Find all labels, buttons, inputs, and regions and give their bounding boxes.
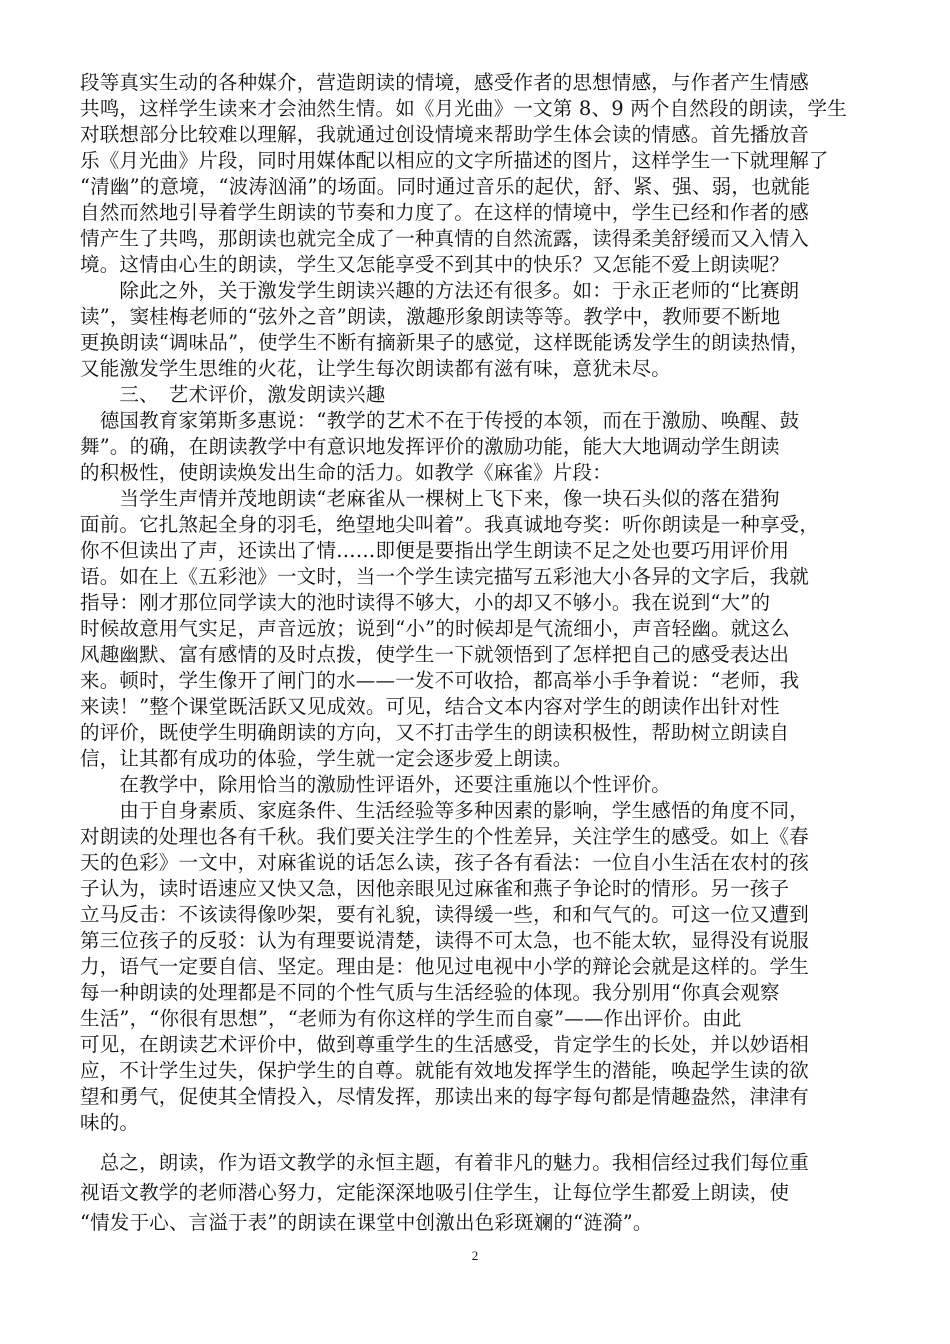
text-line: 对联想部分比较难以理解，我就通过创设情境来帮助学生体会读的情感。首先播放音 <box>80 123 809 146</box>
text-line: 境。这情由心生的朗读，学生又怎能享受不到其中的快乐？又怎能不爱上朗读呢？ <box>80 253 790 276</box>
text-line: 更换朗读“调味品”，使学生不断有摘新果子的感觉，这样既能诱发学生的朗读热情， <box>80 331 810 354</box>
text-line: 自然而然地引导着学生朗读的节奏和力度了。在这样的情境中，学生已经和作者的感 <box>80 201 809 224</box>
text-line: “情发于心、言溢于表”的朗读在课堂中创激出色彩斑斓的“涟漪”。 <box>80 1211 653 1234</box>
text-line: 的评价，既使学生明确朗读的方向，又不打击学生的朗读积极性，帮助树立朗读自 <box>80 721 790 744</box>
text-line: 面前。它扎煞起全身的羽毛，绝望地尖叫着”。我真诚地夸奖：听你朗读是一种享受， <box>80 513 820 536</box>
text-line: 视语文教学的老师潜心努力，定能深深地吸引住学生，让每位学生都爱上朗读，使 <box>80 1181 790 1204</box>
text-line: 段等真实生动的各种媒介，营造朗读的情境，感受作者的思想情感，与作者产生情感 <box>80 71 809 94</box>
text-line: 力，语气一定要自信、坚定。理由是：他见过电视中小学的辩论会就是这样的。学生 <box>80 955 809 978</box>
text-line: 在教学中，除用恰当的激励性评语外，还要注重施以个性评价。 <box>80 773 672 796</box>
text-line: 乐《月光曲》片段，同时用媒体配以相应的文字所描述的图片，这样学生一下就理解了 <box>80 149 829 172</box>
text-line: 指导：刚才那位同学读大的池时读得不够大，小的却又不够小。我在说到“大”的 <box>80 591 771 614</box>
text-line: 风趣幽默、富有感情的及时点拨，使学生一下就领悟到了怎样把自己的感受表达出 <box>80 643 790 666</box>
text-line: 可见，在朗读艺术评价中，做到尊重学生的生活感受，肯定学生的长处，并以妙语相 <box>80 1033 809 1056</box>
text-line: 每一种朗读的处理都是不同的个性气质与生活经验的体现。我分别用“你真会观察 <box>80 981 780 1004</box>
text-line: 又能激发学生思维的火花，让学生每次朗读都有滋有味，意犹未尽。 <box>80 357 672 380</box>
text-line: 信，让其都有成功的体验，学生就一定会逐步爱上朗读。 <box>80 747 573 770</box>
text-line: 天的色彩》一文中，对麻雀说的话怎么读，孩子各有看法：一位自小生活在农村的孩 <box>80 851 809 874</box>
section-heading: 三、 艺术评价，激发朗读兴趣 <box>80 383 386 406</box>
text-line: 由于自身素质、家庭条件、生活经验等多种因素的影响，学生感悟的角度不同， <box>80 799 809 822</box>
text-line: 子认为，读时语速应又快又急，因他亲眼见过麻雀和燕子争论时的情形。另一孩子 <box>80 877 790 900</box>
text-line: 舞”。的确，在朗读教学中有意识地发挥评价的激励功能，能大大地调动学生朗读 <box>80 435 780 458</box>
text-line: 语。如在上《五彩池》一文时，当一个学生读完描写五彩池大小各异的文字后，我就 <box>80 565 809 588</box>
text-line: 味的。 <box>80 1111 140 1134</box>
text-line: “清幽”的意境，“波涛汹涌”的场面。同时通过音乐的起伏，舒、紧、强、弱，也就能 <box>80 175 811 198</box>
text-line: 当学生声情并茂地朗读“老麻雀从一棵树上飞下来，像一块石头似的落在猎狗 <box>80 487 780 510</box>
text-line: 生活”，“你很有思想”，“老师为有你这样的学生而自豪”——作出评价。由此 <box>80 1007 742 1030</box>
text-line: 读”，窦桂梅老师的“弦外之音”朗读，激趣形象朗读等等。教学中，教师要不断地 <box>80 305 781 328</box>
text-line: 应，不计学生过失，保护学生的自尊。就能有效地发挥学生的潜能，唤起学生读的欲 <box>80 1059 809 1082</box>
text-line: 第三位孩子的反驳：认为有理要说清楚，读得不可太急，也不能太软，显得没有说服 <box>80 929 809 952</box>
text-line: 除此之外，关于激发学生朗读兴趣的方法还有很多。如：于永正老师的“比赛朗 <box>80 279 800 302</box>
text-line: 你不但读出了声，还读出了情……即便是要指出学生朗读不足之处也要巧用评价用 <box>80 539 790 562</box>
text-line: 立马反击：不该读得像吵架，要有礼貌，读得缓一些，和和气气的。可这一位又遭到 <box>80 903 809 926</box>
text-line: 的积极性，使朗读焕发出生命的活力。如教学《麻雀》片段： <box>80 461 612 484</box>
page-number: 2 <box>471 1248 479 1263</box>
text-line: 来读！”整个课堂既活跃又见成效。可见，结合文本内容对学生的朗读作出针对性 <box>80 695 780 718</box>
text-line: 共鸣，这样学生读来才会油然生情。如《月光曲》一文第 8、9 两个自然段的朗读，学生 <box>80 97 847 120</box>
text-line: 对朗读的处理也各有千秋。我们要关注学生的个性差异，关注学生的感受。如上《春 <box>80 825 809 848</box>
text-line: 望和勇气，促使其全情投入，尽情发挥，那读出来的每字每句都是情趣盎然，津津有 <box>80 1085 809 1108</box>
text-line: 德国教育家第斯多惠说：“教学的艺术不在于传授的本领，而在于激励、唤醒、鼓 <box>80 409 800 432</box>
text-line: 来。顿时，学生像开了闸门的水——一发不可收拾，都高举小手争着说：“老师，我 <box>80 669 800 692</box>
text-line: 总之，朗读，作为语文教学的永恒主题，有着非凡的魅力。我相信经过我们每位重 <box>80 1151 809 1174</box>
text-line: 情产生了共鸣，那朗读也就完全成了一种真情的自然流露，读得柔美舒缓而又入情入 <box>80 227 809 250</box>
text-line: 时候故意用气实足，声音远放；说到“小”的时候却是气流细小，声音轻幽。就这么 <box>80 617 790 640</box>
